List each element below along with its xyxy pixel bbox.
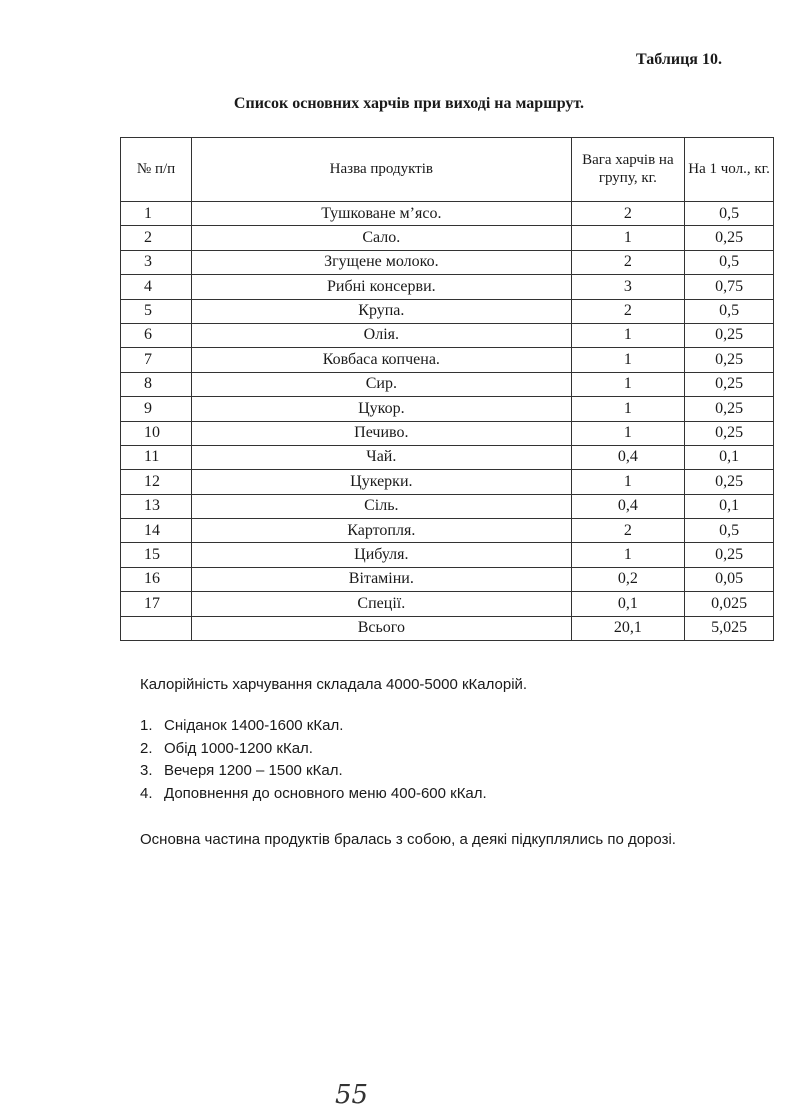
cell-num: 10 xyxy=(121,421,192,445)
cell-num: 4 xyxy=(121,275,192,299)
cell-name: Згущене молоко. xyxy=(192,250,571,274)
cell-per-person: 0,5 xyxy=(685,519,774,543)
table-row xyxy=(121,470,774,494)
col-header-name: Назва продуктів xyxy=(192,138,571,202)
cell-per-person: 0,25 xyxy=(685,470,774,494)
cell-per-person: 0,25 xyxy=(685,226,774,250)
cell-num: 8 xyxy=(121,372,192,396)
cell-num: 1 xyxy=(121,202,192,226)
cell-weight: 1 xyxy=(571,543,685,567)
table-row xyxy=(121,348,774,372)
cell-per-person: 0,25 xyxy=(685,543,774,567)
cell-name: Цукерки. xyxy=(192,470,571,494)
cell-weight: 2 xyxy=(571,202,685,226)
cell-name: Сало. xyxy=(192,226,571,250)
cell-per-person: 5,025 xyxy=(685,616,774,640)
cell-per-person: 0,25 xyxy=(685,372,774,396)
cell-name: Сир. xyxy=(192,372,571,396)
table-header-row xyxy=(121,138,774,202)
meal-text: Сніданок 1400-1600 кКал. xyxy=(164,717,344,734)
meal-text: Доповнення до основного меню 400-600 кКал. xyxy=(164,785,487,803)
cell-per-person: 0,25 xyxy=(685,421,774,445)
meal-item xyxy=(140,762,740,785)
cell-num: 2 xyxy=(121,226,192,250)
table-row xyxy=(121,543,774,567)
cell-weight: 0,4 xyxy=(571,494,685,518)
cell-num: 7 xyxy=(121,348,192,372)
table-row xyxy=(121,445,774,469)
cell-weight: 2 xyxy=(571,299,685,323)
note-text: Основна частина продуктів бралась з собою, а деякі підкуплялись по дорозі. xyxy=(140,831,676,848)
cell-weight: 1 xyxy=(571,421,685,445)
cell-name: Сіль. xyxy=(192,494,571,518)
cell-per-person: 0,5 xyxy=(685,299,774,323)
cell-weight: 2 xyxy=(571,250,685,274)
cell-weight: 20,1 xyxy=(571,616,685,640)
cell-name: Печиво. xyxy=(192,421,571,445)
cell-num: 14 xyxy=(121,519,192,543)
table-row xyxy=(121,494,774,518)
cell-name: Крупа. xyxy=(192,299,571,323)
table-row xyxy=(121,299,774,323)
table-row xyxy=(121,323,774,347)
cell-num: 11 xyxy=(121,445,192,469)
cell-weight: 2 xyxy=(571,519,685,543)
cell-per-person: 0,25 xyxy=(685,348,774,372)
cell-weight: 1 xyxy=(571,397,685,421)
cell-per-person: 0,05 xyxy=(685,567,774,591)
cell-weight: 1 xyxy=(571,323,685,347)
col-header-weight: Вага харчів на групу, кг. xyxy=(571,138,685,202)
cell-weight: 1 xyxy=(571,226,685,250)
cell-num: 12 xyxy=(121,470,192,494)
cell-weight: 1 xyxy=(571,372,685,396)
meal-number: 4. xyxy=(140,785,153,803)
meal-number: 1. xyxy=(140,717,153,734)
meals-list xyxy=(140,717,740,808)
cell-num: 3 xyxy=(121,250,192,274)
cell-per-person: 0,25 xyxy=(685,397,774,421)
table-row xyxy=(121,592,774,616)
cell-name: Картопля. xyxy=(192,519,571,543)
meal-text: Обід 1000-1200 кКал. xyxy=(164,739,313,757)
meal-item xyxy=(140,717,740,740)
table-row xyxy=(121,397,774,421)
meal-text: Вечеря 1200 – 1500 кКал. xyxy=(164,762,343,780)
cell-per-person: 0,1 xyxy=(685,494,774,518)
cell-name: Чай. xyxy=(192,445,571,469)
cell-name: Цибуля. xyxy=(192,543,571,567)
cell-num xyxy=(121,616,192,640)
food-table xyxy=(120,137,774,641)
cell-name: Олія. xyxy=(192,323,571,347)
table-row xyxy=(121,250,774,274)
meal-number: 3. xyxy=(140,762,153,780)
cell-name: Тушковане м’ясо. xyxy=(192,202,571,226)
meal-item xyxy=(140,740,740,763)
cell-name: Вітаміни. xyxy=(192,567,571,591)
cell-name: Ковбаса копчена. xyxy=(192,348,571,372)
page-number: 55 xyxy=(335,1080,369,1110)
meal-item xyxy=(140,785,740,808)
cell-num: 15 xyxy=(121,543,192,567)
col-header-num: № п/п xyxy=(121,138,192,202)
cell-num: 13 xyxy=(121,494,192,518)
table-total-row xyxy=(121,616,774,640)
cell-weight: 0,2 xyxy=(571,567,685,591)
cell-per-person: 0,1 xyxy=(685,445,774,469)
col-header-per-person: На 1 чол., кг. xyxy=(685,138,774,202)
table-row xyxy=(121,275,774,299)
table-row xyxy=(121,519,774,543)
table-row xyxy=(121,421,774,445)
table-row xyxy=(121,226,774,250)
cell-per-person: 0,75 xyxy=(685,275,774,299)
cell-num: 9 xyxy=(121,397,192,421)
table-caption: Список основних харчів при виході на маршрут. xyxy=(233,95,585,112)
cell-weight: 0,4 xyxy=(571,445,685,469)
cell-weight: 0,1 xyxy=(571,592,685,616)
table-body xyxy=(121,202,774,641)
cell-per-person: 0,25 xyxy=(685,323,774,347)
meal-number: 2. xyxy=(140,739,153,757)
cell-weight: 1 xyxy=(571,348,685,372)
cell-name: Всього xyxy=(192,616,571,640)
table-row xyxy=(121,202,774,226)
cell-name: Цукор. xyxy=(192,397,571,421)
calories-text: Калорійність харчування складала 4000-5000 кКалорій. xyxy=(140,676,528,693)
cell-per-person: 0,5 xyxy=(685,202,774,226)
cell-weight: 1 xyxy=(571,470,685,494)
cell-per-person: 0,025 xyxy=(685,592,774,616)
cell-num: 6 xyxy=(121,323,192,347)
table-number: Таблиця 10. xyxy=(636,51,722,68)
cell-num: 5 xyxy=(121,299,192,323)
cell-weight: 3 xyxy=(571,275,685,299)
table-row xyxy=(121,567,774,591)
cell-name: Спеції. xyxy=(192,592,571,616)
cell-num: 16 xyxy=(121,567,192,591)
cell-name: Рибні консерви. xyxy=(192,275,571,299)
cell-per-person: 0,5 xyxy=(685,250,774,274)
table-row xyxy=(121,372,774,396)
cell-num: 17 xyxy=(121,592,192,616)
